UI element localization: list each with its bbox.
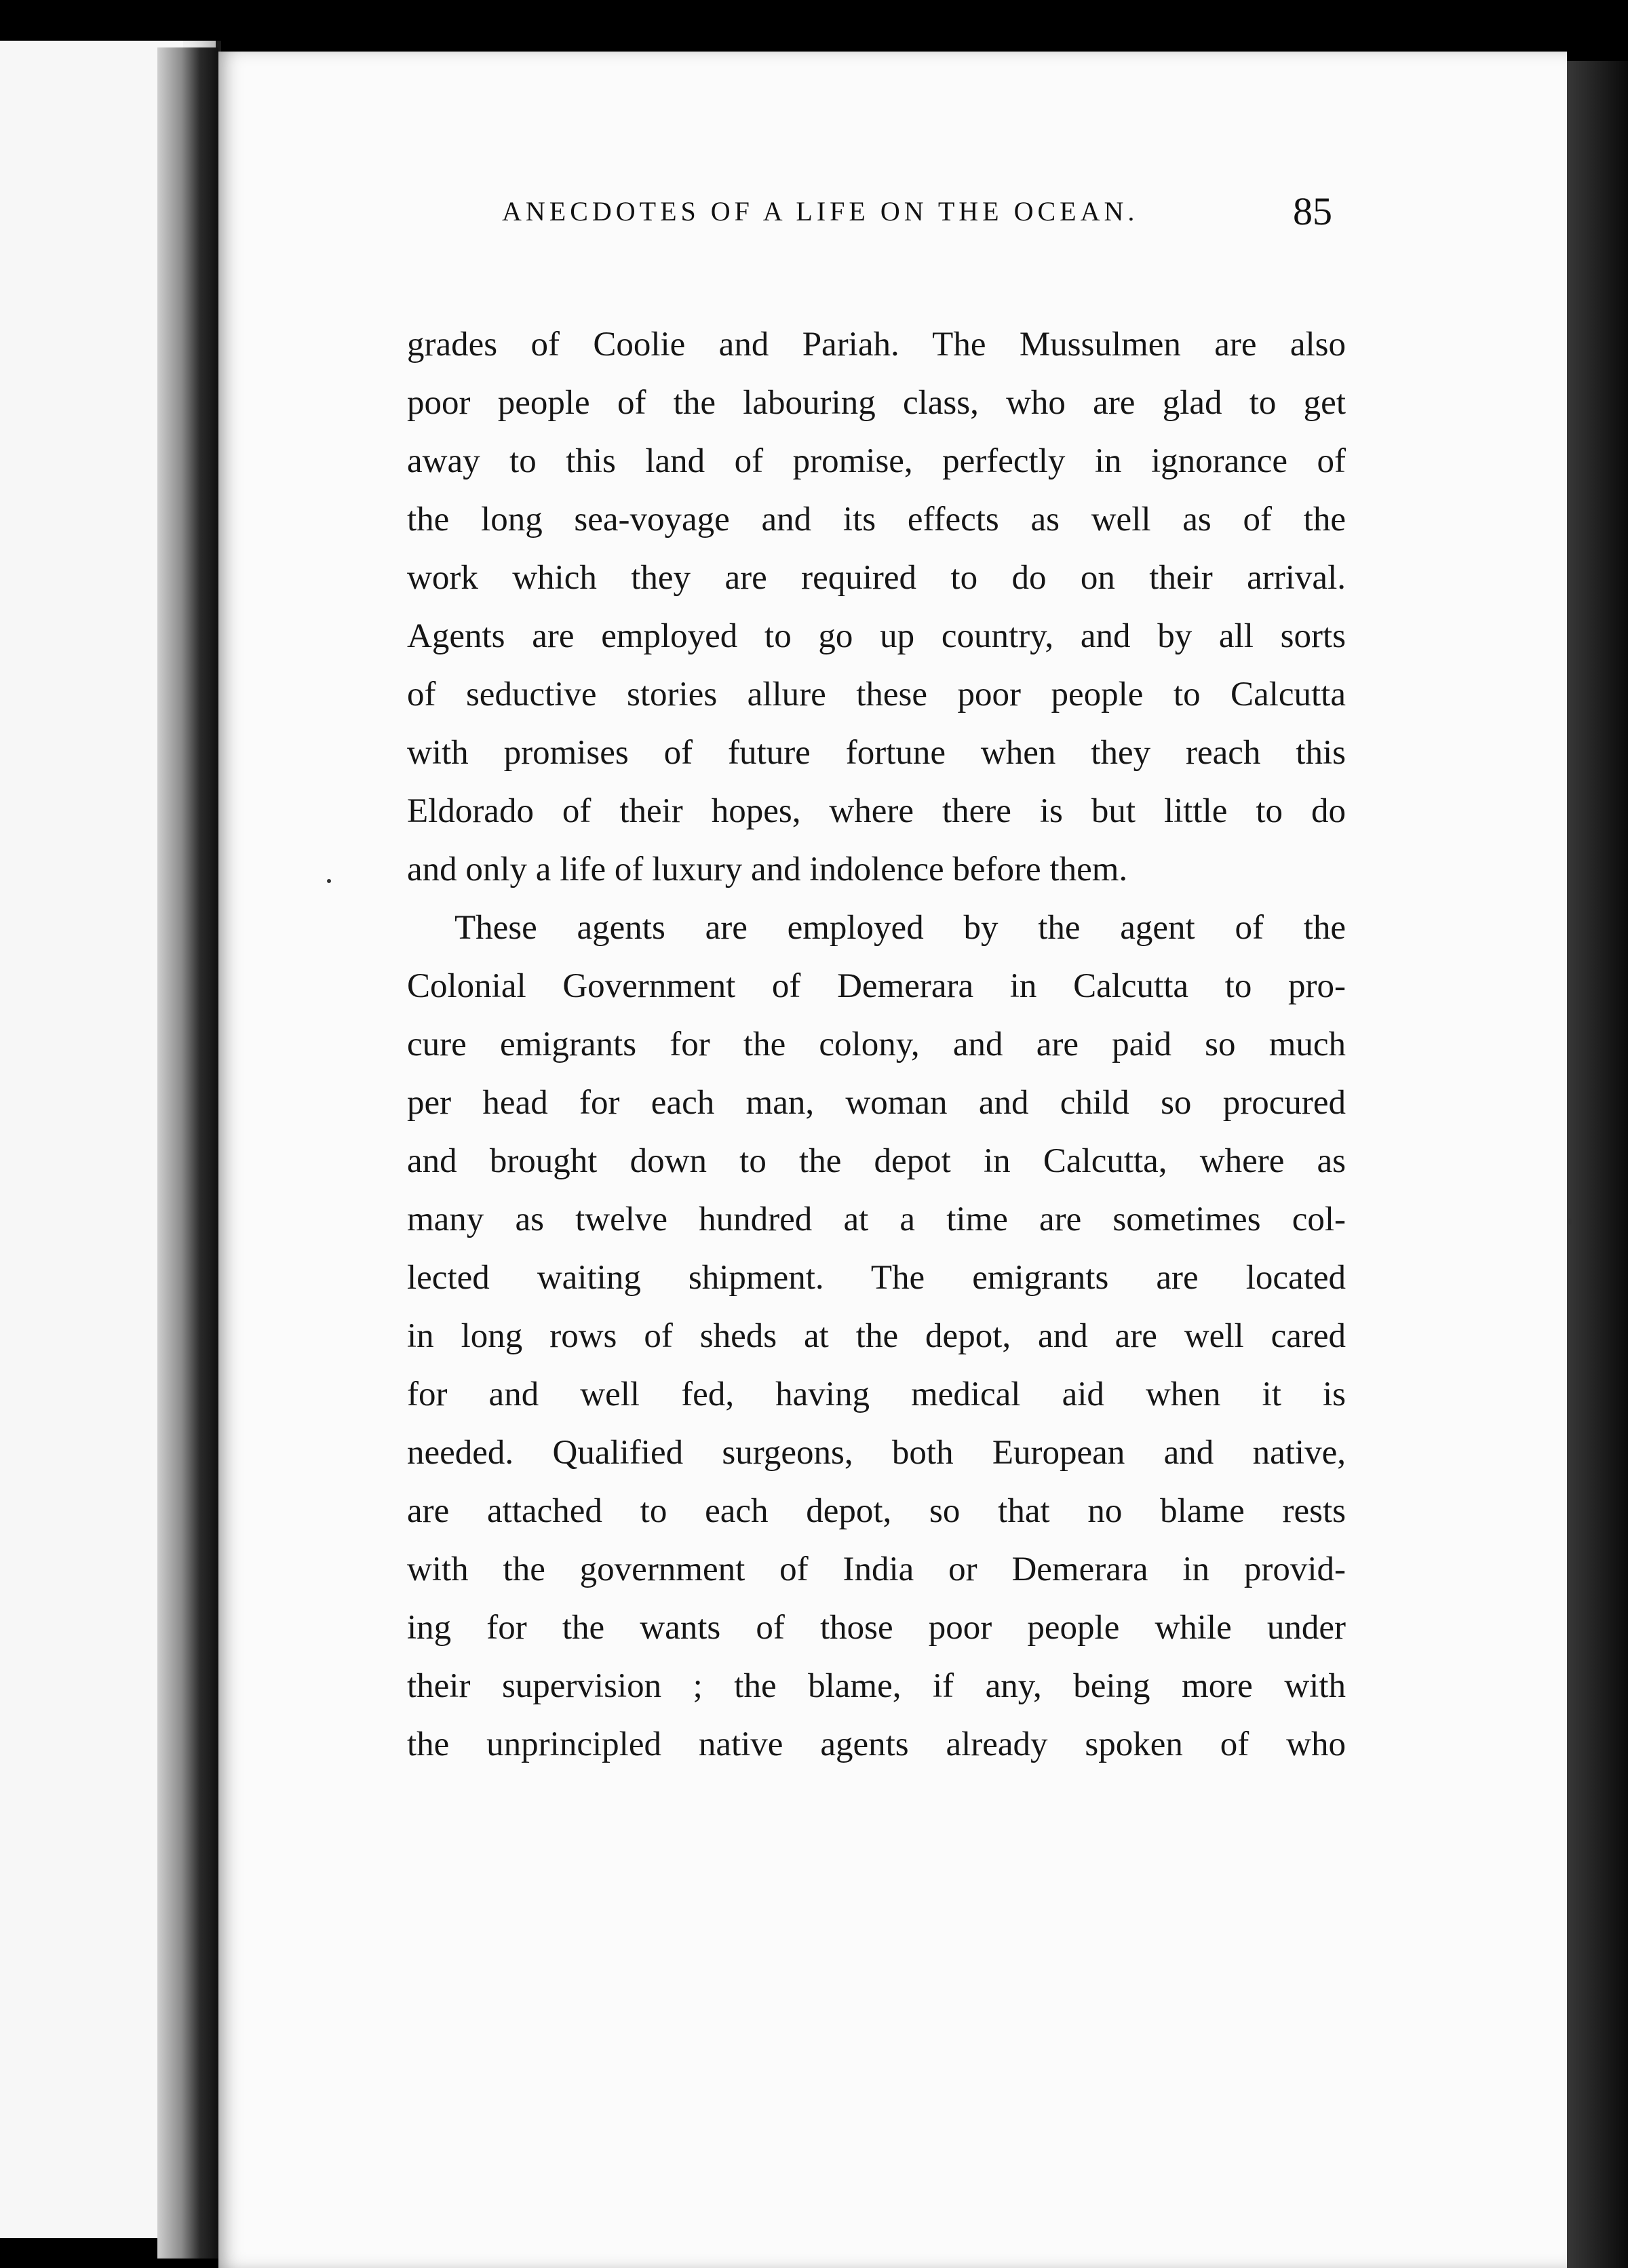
text-line: for and well fed, having medical aid when it is	[407, 1375, 1346, 1413]
text-line: Eldorado of their hopes, where there is but little to do	[407, 792, 1346, 830]
running-head-title: ANECDOTES OF A LIFE ON THE OCEAN.	[502, 196, 1139, 227]
page-edge-shadow	[1564, 61, 1628, 2268]
text-line: poor people of the labouring class, who are glad to get	[407, 384, 1346, 422]
text-line: the unprincipled native agents already spoken of who	[407, 1725, 1346, 1763]
text-line: ing for the wants of those poor people while under	[407, 1609, 1346, 1647]
text-line: with promises of future fortune when they reach this	[407, 734, 1346, 772]
facing-page-surface	[0, 41, 183, 2238]
text-line: in long rows of sheds at the depot, and are well cared	[407, 1317, 1346, 1355]
text-line: many as twelve hundred at a time are sometimes col-	[407, 1200, 1346, 1238]
ink-speck	[1568, 1218, 1572, 1225]
running-head	[279, 189, 1351, 270]
text-line: These agents are employed by the agent of the	[454, 909, 1346, 947]
text-line: cure emigrants for the colony, and are paid so much	[407, 1025, 1346, 1063]
text-line: grades of Coolie and Pariah. The Mussulmen are also	[407, 326, 1346, 364]
ink-speck	[327, 879, 331, 883]
text-line: of seductive stories allure these poor people to Calcutta	[407, 676, 1346, 713]
text-line: and only a life of luxury and indolence before them.	[407, 850, 1128, 888]
text-line: away to this land of promise, perfectly in ignorance of	[407, 442, 1346, 480]
text-line: work which they are required to do on their arrival.	[407, 559, 1346, 597]
text-line: their supervision ; the blame, if any, being more with	[407, 1667, 1346, 1705]
text-line: Colonial Government of Demerara in Calcutta to pro-	[407, 967, 1346, 1005]
text-line: are attached to each depot, so that no blame rests	[407, 1492, 1346, 1530]
text-line: Agents are employed to go up country, and by all sorts	[407, 617, 1346, 655]
text-line: lected waiting shipment. The emigrants are located	[407, 1259, 1346, 1297]
text-line: the long sea-voyage and its effects as well as of the	[407, 501, 1346, 539]
page-number: 85	[1293, 189, 1332, 233]
text-line: with the government of India or Demerara in provid-	[407, 1550, 1346, 1588]
text-line: and brought down to the depot in Calcutta, where as	[407, 1142, 1346, 1180]
body-text	[407, 324, 1346, 1816]
book-gutter	[157, 47, 218, 2259]
text-line: needed. Qualified surgeons, both European and native,	[407, 1434, 1346, 1472]
text-line: per head for each man, woman and child so procured	[407, 1084, 1346, 1122]
